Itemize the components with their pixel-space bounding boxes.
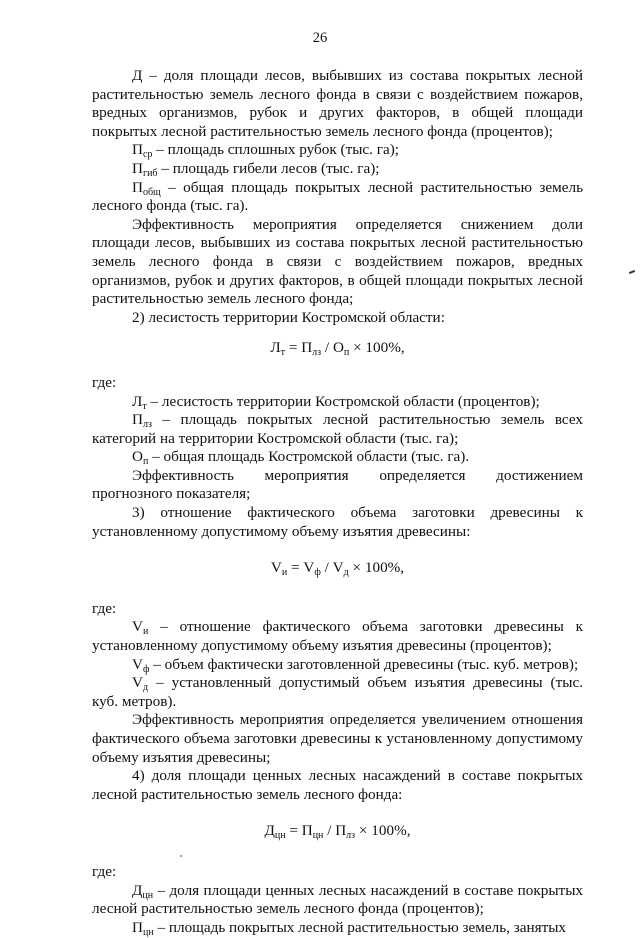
scan-dot: [180, 855, 182, 857]
formula-part: = V: [287, 559, 315, 577]
formula-subscript: т: [280, 347, 286, 359]
symbol-subscript: цн: [142, 926, 154, 938]
paragraph: Д – доля площади лесов, выбывших из состава покрытых лесной растительностью земель лесного фонда в связи с воздействием пожаров, вредных организмов, рубок и других факторов, в общей площади покрытых лесной растительностью земель лесного фонда (процентов);: [92, 67, 583, 140]
definition: [92, 179, 583, 216]
paragraph: Эффективность мероприятия определяется достижением прогнозного показателя;: [92, 466, 583, 503]
symbol: П: [132, 141, 143, 159]
where-label: где:: [92, 862, 117, 880]
definition: [92, 393, 583, 412]
formula-part: Л: [270, 339, 281, 357]
document-body: [92, 67, 583, 937]
where-label: где:: [92, 373, 117, 391]
formula-part: / V: [320, 559, 344, 577]
definition: [92, 160, 583, 179]
definition: [92, 411, 583, 448]
symbol: Л: [132, 392, 143, 410]
formula: [92, 822, 583, 841]
paragraph: Эффективность мероприятия определяется увеличением отношения фактического объема заготовки древесины к установленному допустимому объему изъятия древесины;: [92, 711, 583, 766]
definition: [92, 882, 583, 919]
definition-text: – отношение фактического объема заготовки древесины к установленному допустимому объему изъятия древесины (процентов);: [92, 618, 583, 655]
definition-text: – площадь гибели лесов (тыс. га);: [157, 159, 380, 177]
symbol: П: [132, 918, 143, 936]
formula-part: = П: [285, 339, 313, 357]
formula-subscript: д: [343, 567, 349, 579]
definition-text: – лесистость территории Костромской области (процентов);: [146, 392, 540, 410]
formula-subscript: цн: [274, 830, 286, 842]
definition: [92, 919, 583, 938]
symbol: V: [132, 618, 143, 636]
definition: [92, 618, 583, 655]
formula-part: / О: [321, 339, 344, 357]
symbol-subscript: и: [142, 626, 149, 638]
symbol-subscript: гиб: [142, 167, 158, 179]
symbol-subscript: лз: [142, 419, 152, 431]
definition-text: – общая площадь Костромской области (тыс. га).: [148, 448, 470, 466]
symbol-subscript: д: [142, 682, 149, 694]
definition-text: – установленный допустимый объем изъятия древесины (тыс. куб. метров).: [92, 674, 583, 710]
symbol-subscript: т: [142, 400, 147, 412]
margin-mark: [629, 270, 635, 274]
symbol: О: [132, 448, 143, 466]
symbol: П: [132, 178, 143, 196]
symbol: V: [132, 674, 143, 692]
paragraph: 2) лесистость территории Костромской области:: [132, 308, 445, 326]
definition-text: – объем фактически заготовленной древесины (тыс. куб. метров);: [149, 655, 579, 673]
formula-part: = П: [285, 822, 313, 840]
formula-subscript: ф: [314, 567, 321, 579]
formula-subscript: лз: [346, 830, 356, 842]
formula-part: × 100%,: [348, 559, 405, 577]
definition: [92, 656, 583, 675]
paragraph: Эффективность мероприятия определяется снижением доли площади лесов, выбывших из состава покрытых лесной растительностью земель лесного фонда в связи с воздействием пожаров, вредных организмов, рубок и других факторов, в общей площади покрытых лесной растительностью земель лесного фонда;: [92, 215, 583, 308]
page-number: 26: [312, 30, 328, 46]
symbol-subscript: ф: [142, 663, 150, 675]
definition-text: – доля площади ценных лесных насаждений в составе покрытых лесной растительностью земель лесного фонда (процентов);: [92, 881, 583, 918]
definition-text: – площадь покрытых лесной растительностью земель всех категорий на территории Костромской области (тыс. га);: [92, 411, 583, 447]
definition: [92, 141, 583, 160]
symbol-subscript: цн: [142, 889, 154, 901]
formula-subscript: цн: [312, 830, 324, 842]
definition-text: – площадь сплошных рубок (тыс. га);: [152, 141, 400, 159]
formula: [92, 339, 583, 358]
symbol: Д: [132, 881, 143, 899]
definition: [92, 448, 583, 467]
formula-part: × 100%,: [349, 339, 405, 357]
where-label: где:: [92, 599, 117, 617]
definition: [92, 674, 583, 711]
paragraph: 4) доля площади ценных лесных насаждений в составе покрытых лесной растительностью земель лесного фонда:: [92, 767, 583, 803]
formula-part: / П: [323, 822, 347, 840]
definition-text: – площадь покрытых лесной растительностью земель, занятых: [153, 918, 567, 936]
symbol: П: [132, 411, 143, 429]
formula-part: Д: [264, 822, 275, 840]
paragraph: 3) отношение фактического объема заготовки древесины к установленному допустимому объему изъятия древесины:: [92, 504, 583, 540]
symbol: V: [132, 655, 143, 673]
formula-part: × 100%,: [355, 822, 411, 840]
formula-subscript: лз: [312, 347, 322, 359]
symbol-subscript: ср: [142, 149, 153, 161]
formula-subscript: п: [343, 347, 350, 359]
symbol-subscript: общ: [142, 186, 161, 198]
definition-text: – общая площадь покрытых лесной растительностью земель лесного фонда (тыс. га).: [92, 178, 583, 215]
formula-part: V: [270, 559, 282, 577]
symbol-subscript: п: [142, 456, 149, 468]
formula-subscript: и: [281, 567, 288, 579]
symbol: П: [132, 159, 143, 177]
formula: [92, 559, 583, 578]
